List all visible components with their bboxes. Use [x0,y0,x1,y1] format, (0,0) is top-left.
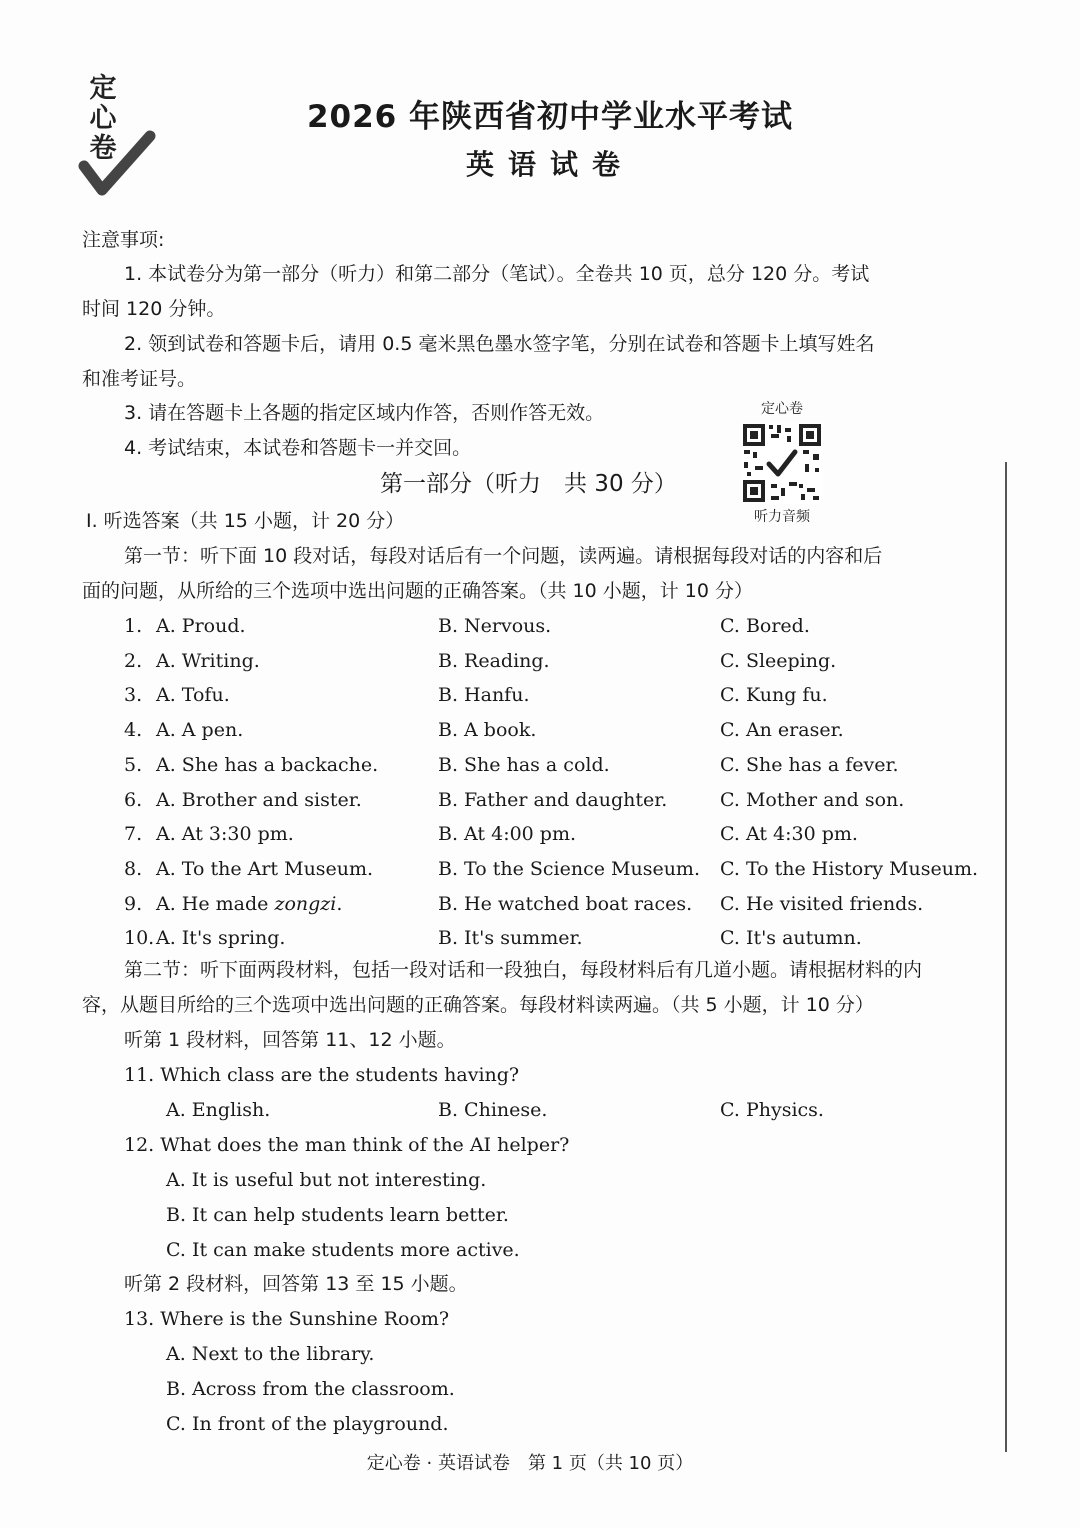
option-c[interactable]: C. An eraser. [720,719,844,742]
question-11-stem: 11. Which class are the students having? [124,1064,520,1086]
question-13-option-c[interactable]: C. In front of the playground. [166,1413,449,1435]
question-12-option-a[interactable]: A. It is useful but not interesting. [166,1169,487,1191]
option-b[interactable]: B. She has a cold. [438,753,610,776]
section-1-instructions-line-2: 面的问题，从所给的三个选项中选出问题的正确答案。（共 10 小题，计 10 分） [82,580,754,602]
question-number: 5. [124,753,143,776]
question-11-option-c[interactable]: C. Physics. [720,1099,824,1121]
option-c[interactable]: C. Kung fu. [720,684,828,707]
option-c[interactable]: C. She has a fever. [720,753,899,776]
exam-subtitle: 英语试卷 [465,148,634,181]
option-b[interactable]: B. It's summer. [438,927,583,950]
option-b[interactable]: B. Father and daughter. [438,788,668,811]
question-11-options [166,1097,966,1123]
qr-block [736,400,828,526]
question-12-option-c[interactable]: C. It can make students more active. [166,1239,520,1261]
option-b[interactable]: B. Hanfu. [438,684,530,707]
logo-text: 定心卷 [89,73,117,164]
option-a[interactable]: A. Proud. [156,615,246,637]
section-1-instructions-line-1: 第一节：听下面 10 段对话，每段对话后有一个问题，读两遍。请根据每段对话的内容和后 [124,545,883,567]
option-b[interactable]: B. To the Science Museum. [438,857,700,880]
option-c[interactable]: C. He visited friends. [720,892,924,915]
question-13-option-a[interactable]: A. Next to the library. [166,1343,375,1365]
question-number: 3. [124,684,143,707]
question-11-option-b[interactable]: B. Chinese. [438,1099,548,1121]
option-b[interactable]: B. He watched boat races. [438,892,693,915]
question-number: 8. [124,857,143,880]
option-b[interactable]: B. At 4:00 pm. [438,823,577,846]
question-12-stem: 12. What does the man think of the AI helper? [124,1134,570,1156]
option-b[interactable]: B. Nervous. [438,615,552,637]
option-c[interactable]: C. Sleeping. [720,649,837,672]
question-number: 6. [124,788,143,811]
option-c[interactable]: C. Mother and son. [720,788,905,811]
qr-code-icon[interactable] [741,422,823,504]
notice-item-4: 4. 考试结束，本试卷和答题卡一并交回。 [124,437,472,459]
option-a[interactable]: A. At 3:30 pm. [156,823,294,846]
option-b[interactable]: B. A book. [438,719,537,742]
option-b[interactable]: B. Reading. [438,649,550,672]
notice-heading: 注意事项: [82,229,165,251]
notice-item-1-line-1: 1. 本试卷分为第一部分（听力）和第二部分（笔试）。全卷共 10 页，总分 120 分。考试 [124,263,870,285]
option-c[interactable]: C. To the History Museum. [720,857,979,880]
option-a[interactable]: A. A pen. [156,719,244,742]
question-number: 2. [124,649,143,672]
option-a[interactable]: A. Tofu. [156,684,230,707]
notice-item-3: 3. 请在答题卡上各题的指定区域内作答，否则作答无效。 [124,402,605,424]
section-2-instructions-line-1: 第二节：听下面两段材料，包括一段对话和一段独白，每段材料后有几道小题。请根据材料的内 [124,959,923,981]
qr-caption-top: 定心卷 [761,401,803,417]
qr-caption-bottom: 听力音频 [754,509,810,525]
notice-item-2-line-2: 和准考证号。 [82,368,197,390]
question-number: 7. [124,823,143,846]
option-a[interactable]: A. It's spring. [156,927,286,950]
question-12-option-b[interactable]: B. It can help students learn better. [166,1204,509,1226]
question-number: 1. [124,615,143,637]
material-2-heading: 听第 2 段材料，回答第 13 至 15 小题。 [124,1273,468,1295]
question-number: 4. [124,719,143,742]
question-13-stem: 13. Where is the Sunshine Room? [124,1308,450,1330]
exam-title: 2026 年陕西省初中学业水平考试 [306,99,794,135]
option-c[interactable]: C. It's autumn. [720,927,862,950]
question-11-option-a[interactable]: A. English. [166,1099,271,1121]
section-I-heading: Ⅰ. 听选答案（共 15 小题，计 20 分） [86,510,405,532]
question-number: 9. [124,892,143,915]
notice-item-1-line-2: 时间 120 分钟。 [82,298,226,320]
option-a[interactable]: A. Writing. [156,649,260,672]
option-a[interactable]: A. She has a backache. [156,753,379,776]
material-1-heading: 听第 1 段材料，回答第 11、12 小题。 [124,1029,456,1051]
part-1-title: 第一部分（听力 共 30 分） [380,471,677,497]
page-footer: 定心卷 · 英语试卷 第 1 页（共 10 页） [366,1453,694,1474]
option-c[interactable]: C. At 4:30 pm. [720,823,858,846]
section-2-instructions-line-2: 容，从题目所给的三个选项中选出问题的正确答案。每段材料读两遍。（共 5 小题，计 10 分） [82,994,874,1016]
question-13-option-b[interactable]: B. Across from the classroom. [166,1378,455,1400]
title-block [0,95,1080,187]
option-a[interactable]: A. He made zongzi. [156,892,343,915]
option-a[interactable]: A. Brother and sister. [156,788,362,811]
question-number: 10. [124,927,155,950]
option-a[interactable]: A. To the Art Museum. [156,857,374,880]
option-c[interactable]: C. Bored. [720,615,810,637]
scan-edge-line [1005,462,1007,1452]
notice-item-2-line-1: 2. 领到试卷和答题卡后，请用 0.5 毫米黑色墨水签字笔，分别在试卷和答题卡上填写姓名 [124,333,875,355]
